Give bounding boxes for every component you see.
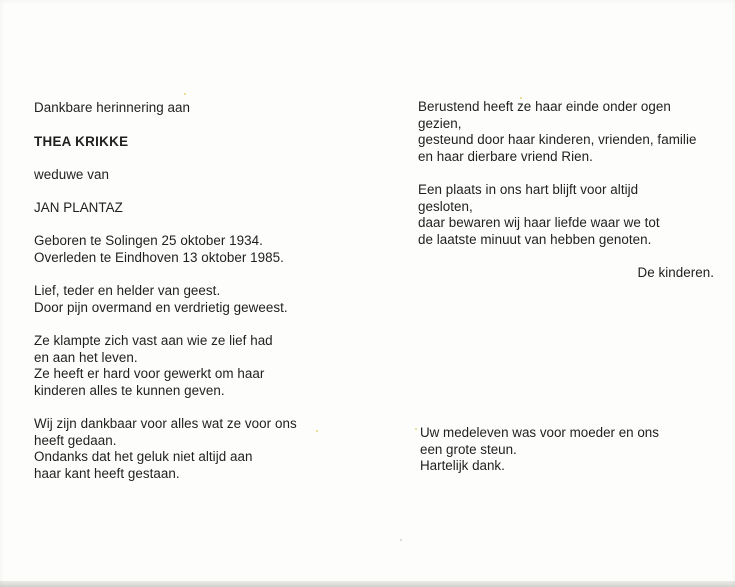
verse-line: gezien, — [418, 115, 462, 131]
verse-line: Berustend heeft ze haar einde onder ogen — [418, 99, 671, 114]
thanks-block — [420, 425, 659, 475]
verse-line: Ze klampte zich vast aan wie ze lief had — [34, 333, 273, 348]
birth-line: Geboren te Solingen 25 oktober 1934. — [34, 233, 263, 248]
verse-line: Een plaats in ons hart blijft voor altijd — [418, 182, 639, 197]
thanks-line: een grote steun. — [420, 441, 517, 457]
paper-speck — [184, 93, 186, 95]
deceased-name: THEA KRIKKE — [34, 133, 129, 149]
paper-speck — [415, 428, 417, 430]
relation-line: weduwe van — [34, 167, 109, 182]
death-line: Overleden te Eindhoven 13 oktober 1985. — [34, 249, 284, 265]
verse-line: Door pijn overmand en verdrietig geweest. — [34, 299, 288, 315]
paper-speck — [520, 97, 522, 99]
verse-line: Lief, teder en helder van geest. — [34, 283, 221, 298]
verse-line: haar kant heeft gestaan. — [34, 465, 180, 481]
thanks-line: Hartelijk dank. — [420, 458, 505, 473]
verse-line: gesteund door haar kinderen, vrienden, familie — [418, 132, 697, 147]
bottom-edge — [0, 581, 735, 587]
verse-line: kinderen alles te kunnen geven. — [34, 382, 225, 398]
verse-line: daar bewaren wij haar liefde waar we tot — [418, 215, 660, 230]
verse-line: de laatste minuut van hebben genoten. — [418, 231, 652, 247]
intro-line: Dankbare herinnering aan — [34, 100, 191, 115]
verse-line: en haar dierbare vriend Rien. — [418, 148, 593, 164]
spouse-name: JAN PLANTAZ — [34, 199, 123, 215]
verse-line: gesloten, — [418, 198, 473, 214]
verse-line: Wij zijn dankbaar voor alles wat ze voor ons — [34, 416, 297, 431]
verse-line: heeft gedaan. — [34, 432, 117, 448]
paper-speck — [316, 430, 318, 432]
verse-line: Ondanks dat het geluk niet altijd aan — [34, 449, 253, 464]
right-column — [418, 99, 714, 282]
paper-speck — [400, 539, 402, 541]
verse-line: en aan het leven. — [34, 349, 138, 365]
signature: De kinderen. — [637, 265, 714, 280]
thanks-line: Uw medeleven was voor moeder en ons — [420, 425, 659, 440]
left-column — [34, 100, 297, 482]
verse-line: Ze heeft er hard voor gewerkt om haar — [34, 366, 265, 381]
